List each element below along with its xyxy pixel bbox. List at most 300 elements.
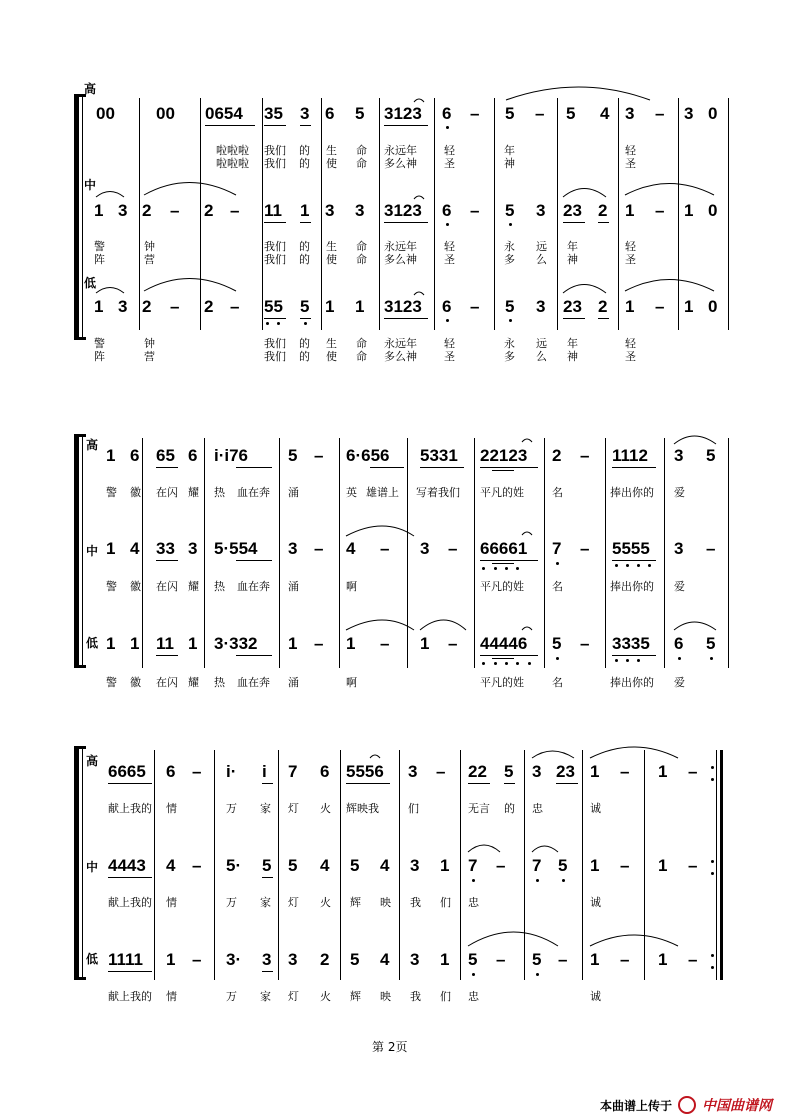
- note: 3: [118, 201, 128, 220]
- lyric: 年: [567, 240, 578, 253]
- lyric: 写着我们: [416, 486, 460, 499]
- note: –: [470, 104, 480, 123]
- note: 6: [130, 446, 140, 465]
- lyric: 阵: [94, 350, 105, 363]
- note: 1: [440, 950, 450, 969]
- note: 3: [536, 297, 546, 316]
- note: 3: [674, 446, 684, 465]
- lyric: 么: [536, 350, 547, 363]
- slur-arcs: [74, 434, 730, 704]
- lyric: 营: [144, 350, 155, 363]
- lyric: 们: [440, 990, 451, 1003]
- lyric: 辉: [350, 896, 361, 909]
- note: 6665: [108, 762, 146, 781]
- voice-label-mid: 中: [86, 860, 99, 874]
- note: –: [620, 856, 630, 875]
- lyric: 捧出你的: [610, 486, 654, 499]
- lyric: 多么神: [384, 157, 417, 170]
- note: 1: [94, 201, 104, 220]
- lyric: 远: [536, 240, 547, 253]
- note: 1: [94, 297, 104, 316]
- note: –: [580, 634, 590, 653]
- lyric: 啦啦啦: [216, 157, 249, 170]
- lyric: 诚: [590, 896, 601, 909]
- note: 4: [346, 539, 356, 558]
- slur-arcs: [74, 746, 730, 1016]
- lyric: 无言: [468, 802, 490, 815]
- lyric: 我: [410, 990, 421, 1003]
- note: i·i76: [214, 446, 249, 465]
- lyric: 的: [299, 337, 310, 350]
- note: 1: [590, 762, 600, 781]
- note: –: [558, 950, 568, 969]
- note: –: [380, 634, 390, 653]
- lyric: 警: [106, 676, 117, 689]
- lyric: 轻: [625, 240, 636, 253]
- lyric: 的: [299, 350, 310, 363]
- note: 3: [118, 297, 128, 316]
- note: 5: [262, 856, 272, 875]
- bracket-part: [74, 337, 86, 340]
- lyric: 我们: [264, 144, 286, 157]
- lyric: 命: [356, 157, 367, 170]
- lyric: 轻: [625, 337, 636, 350]
- lyric: 神: [504, 157, 515, 170]
- note: 1: [106, 634, 116, 653]
- note: 1: [300, 201, 310, 220]
- note: 11: [264, 201, 282, 220]
- note: 5: [288, 446, 298, 465]
- note: 00: [156, 104, 175, 123]
- lyric: 火: [320, 896, 331, 909]
- note: –: [470, 201, 480, 220]
- lyric: 爱: [674, 676, 685, 689]
- note: 3: [288, 950, 298, 969]
- lyric: 我们: [264, 337, 286, 350]
- upload-credit: [600, 1095, 772, 1115]
- note: 3: [188, 539, 198, 558]
- note: 66661: [480, 539, 528, 558]
- lyric: 永远年: [384, 337, 417, 350]
- lyric: 多: [504, 350, 515, 363]
- note: 3·332: [214, 634, 258, 653]
- note: 5: [350, 950, 360, 969]
- note: 1: [346, 634, 356, 653]
- lyric: 忠: [532, 802, 543, 815]
- note: –: [470, 297, 480, 316]
- note: –: [314, 446, 324, 465]
- note: 1: [658, 950, 668, 969]
- note: 3335: [612, 634, 650, 653]
- system-3: [74, 746, 730, 1016]
- lyric: 热: [214, 580, 225, 593]
- lyric: 神: [567, 253, 578, 266]
- lyric: 使: [326, 350, 337, 363]
- note: 1: [625, 201, 635, 220]
- lyric: 啊: [346, 580, 357, 593]
- site-logo-icon: [678, 1096, 696, 1114]
- lyric: 涌: [288, 486, 299, 499]
- note: 5331: [420, 446, 458, 465]
- note: 5: [552, 634, 562, 653]
- note: –: [655, 297, 665, 316]
- note: 3: [410, 856, 420, 875]
- note: 5·: [226, 856, 242, 875]
- note: 6·656: [346, 446, 390, 465]
- note: 65: [156, 446, 175, 465]
- note: –: [496, 856, 506, 875]
- lyric: 映: [380, 896, 391, 909]
- lyric: 万: [226, 896, 237, 909]
- note: –: [688, 950, 698, 969]
- lyric: 耀: [188, 486, 199, 499]
- lyric: 平凡的姓: [480, 676, 524, 689]
- note: 2: [142, 201, 152, 220]
- lyric: 圣: [444, 253, 455, 266]
- note: 1: [420, 634, 430, 653]
- voice-label-low: 低: [84, 276, 97, 290]
- lyric: 警: [94, 240, 105, 253]
- lyric: 诚: [590, 990, 601, 1003]
- note: 33: [156, 539, 175, 558]
- lyric: 轻: [444, 144, 455, 157]
- note: –: [655, 104, 665, 123]
- note: 7: [552, 539, 562, 558]
- lyric: 我: [410, 896, 421, 909]
- lyric: 徽: [130, 580, 141, 593]
- note: 7: [288, 762, 298, 781]
- note: 3: [684, 104, 694, 123]
- note: 5: [532, 950, 542, 969]
- note: 2: [204, 297, 214, 316]
- note: 6: [320, 762, 330, 781]
- lyric: 血在奔: [237, 486, 270, 499]
- note: 3: [325, 201, 335, 220]
- note: 5: [288, 856, 298, 875]
- slur-arcs: [74, 80, 730, 330]
- lyric: 的: [299, 144, 310, 157]
- lyric: 灯: [288, 990, 299, 1003]
- lyric: 我们: [264, 350, 286, 363]
- lyric: 捧出你的: [610, 580, 654, 593]
- note: 4: [130, 539, 140, 558]
- note: 4: [600, 104, 610, 123]
- note: 1: [325, 297, 335, 316]
- note: 3123: [384, 297, 422, 316]
- page-number: 第 2页: [372, 1040, 408, 1054]
- lyric: 在闪: [156, 676, 178, 689]
- lyric: 捧出你的: [610, 676, 654, 689]
- lyric: 情: [166, 802, 177, 815]
- lyric: 耀: [188, 676, 199, 689]
- note: 11: [156, 634, 174, 653]
- note: –: [170, 201, 180, 220]
- lyric: 爱: [674, 486, 685, 499]
- lyric: 生: [326, 240, 337, 253]
- lyric: 使: [326, 157, 337, 170]
- note: 0: [708, 201, 718, 220]
- note: –: [314, 634, 324, 653]
- note: 6: [442, 201, 452, 220]
- lyric: 多么神: [384, 253, 417, 266]
- note: 2: [598, 297, 608, 316]
- lyric: 圣: [625, 253, 636, 266]
- note: 1: [188, 634, 198, 653]
- lyric: 情: [166, 990, 177, 1003]
- lyric: 家: [260, 802, 271, 815]
- note: –: [496, 950, 506, 969]
- note: i: [262, 762, 267, 781]
- note: 1: [590, 950, 600, 969]
- lyric: 灯: [288, 896, 299, 909]
- lyric: 们: [408, 802, 419, 815]
- note: 2: [598, 201, 608, 220]
- note: 22123: [480, 446, 528, 465]
- lyric: 情: [166, 896, 177, 909]
- note: 3: [300, 104, 310, 123]
- note: 3: [410, 950, 420, 969]
- note: 5: [706, 446, 716, 465]
- lyric: 名: [552, 580, 563, 593]
- lyric: 多么神: [384, 350, 417, 363]
- note: –: [380, 539, 390, 558]
- lyric: 我们: [264, 240, 286, 253]
- note: –: [620, 950, 630, 969]
- lyric: 火: [320, 802, 331, 815]
- lyric: 热: [214, 676, 225, 689]
- lyric: 圣: [444, 157, 455, 170]
- lyric: 啊: [346, 676, 357, 689]
- lyric: 在闪: [156, 580, 178, 593]
- note: 7: [532, 856, 542, 875]
- note: 7: [468, 856, 478, 875]
- note: 1: [590, 856, 600, 875]
- system-2: [74, 434, 730, 704]
- note: 3123: [384, 104, 422, 123]
- lyric: 涌: [288, 676, 299, 689]
- note: 0: [708, 297, 718, 316]
- note: 35: [264, 104, 283, 123]
- note: 4: [380, 856, 390, 875]
- note: –: [314, 539, 324, 558]
- note: 4: [380, 950, 390, 969]
- lyric: 圣: [625, 350, 636, 363]
- note: 5: [706, 634, 716, 653]
- lyric: 在闪: [156, 486, 178, 499]
- note: 2: [552, 446, 562, 465]
- lyric: 献上我的: [108, 990, 152, 1003]
- lyric: 忠: [468, 896, 479, 909]
- note: 3: [355, 201, 365, 220]
- note: 2: [142, 297, 152, 316]
- note: 2: [320, 950, 330, 969]
- note: 1: [355, 297, 365, 316]
- note: 3: [262, 950, 272, 969]
- lyric: 诚: [590, 802, 601, 815]
- note: –: [448, 634, 458, 653]
- note: 3: [674, 539, 684, 558]
- lyric: 永远年: [384, 144, 417, 157]
- note: 1: [440, 856, 450, 875]
- note: 22: [468, 762, 487, 781]
- lyric: 辉: [350, 990, 361, 1003]
- lyric: 热: [214, 486, 225, 499]
- lyric: 轻: [444, 337, 455, 350]
- lyric: 献上我的: [108, 802, 152, 815]
- note: –: [170, 297, 180, 316]
- note: 5: [505, 201, 515, 220]
- note: –: [192, 856, 202, 875]
- lyric: 名: [552, 486, 563, 499]
- lyric: 映: [380, 990, 391, 1003]
- note: 0654: [205, 104, 243, 123]
- note: –: [688, 762, 698, 781]
- lyric: 辉映我: [346, 802, 379, 815]
- lyric: 圣: [625, 157, 636, 170]
- note: 1: [106, 446, 116, 465]
- lyric: 年: [504, 144, 515, 157]
- note: 5555: [612, 539, 650, 558]
- note: 55: [264, 297, 283, 316]
- lyric: 平凡的姓: [480, 486, 524, 499]
- lyric: 啦啦啦: [216, 144, 249, 157]
- note: 5: [350, 856, 360, 875]
- note: 4: [320, 856, 330, 875]
- note: –: [655, 201, 665, 220]
- lyric: 命: [356, 144, 367, 157]
- note: 1: [166, 950, 176, 969]
- upload-text: 本曲谱上传于: [599, 1098, 672, 1113]
- lyric: 永: [504, 240, 515, 253]
- note: 5: [505, 297, 515, 316]
- lyric: 轻: [625, 144, 636, 157]
- note: –: [192, 762, 202, 781]
- voice-label-low: 低: [86, 636, 99, 650]
- lyric: 的: [504, 802, 515, 815]
- voice-label-low: 低: [86, 952, 99, 966]
- note: 5·554: [214, 539, 258, 558]
- note: –: [688, 856, 698, 875]
- voice-label-mid: 中: [86, 544, 99, 558]
- voice-label-high: 高: [86, 754, 99, 768]
- note: 6: [188, 446, 198, 465]
- note: 2: [204, 201, 214, 220]
- lyric: 万: [226, 802, 237, 815]
- lyric: 永远年: [384, 240, 417, 253]
- lyric: 警: [106, 486, 117, 499]
- note: 1112: [612, 446, 648, 465]
- lyric: 火: [320, 990, 331, 1003]
- lyric: 命: [356, 253, 367, 266]
- lyric: 多: [504, 253, 515, 266]
- note: 5: [300, 297, 310, 316]
- note: 3: [532, 762, 542, 781]
- lyric: 轻: [444, 240, 455, 253]
- lyric: 平凡的姓: [480, 580, 524, 593]
- lyric: 我们: [264, 253, 286, 266]
- note: 5556: [346, 762, 384, 781]
- lyric: 家: [260, 990, 271, 1003]
- note: 1: [684, 201, 694, 220]
- lyric: 名: [552, 676, 563, 689]
- lyric: 么: [536, 253, 547, 266]
- note: 6: [674, 634, 684, 653]
- note: 6: [325, 104, 335, 123]
- lyric: 万: [226, 990, 237, 1003]
- note: –: [580, 446, 590, 465]
- note: 1: [288, 634, 298, 653]
- note: 6: [442, 104, 452, 123]
- lyric: 永: [504, 337, 515, 350]
- note: 1: [106, 539, 116, 558]
- voice-label-high: 高: [86, 438, 99, 452]
- note: 1: [658, 856, 668, 875]
- note: 44446: [480, 634, 528, 653]
- note: 1: [625, 297, 635, 316]
- note: 23: [563, 297, 582, 316]
- note: 0: [708, 104, 718, 123]
- lyric: 徽: [130, 486, 141, 499]
- lyric: 命: [356, 350, 367, 363]
- lyric: 英: [346, 486, 357, 499]
- note: 3: [536, 201, 546, 220]
- lyric: 生: [326, 337, 337, 350]
- note: 3123: [384, 201, 422, 220]
- lyric: 营: [144, 253, 155, 266]
- note: 3: [625, 104, 635, 123]
- note: 5: [504, 762, 514, 781]
- lyric: 灯: [288, 802, 299, 815]
- voice-label-high: 高: [84, 82, 97, 96]
- note: –: [230, 297, 240, 316]
- system-1: [74, 80, 730, 363]
- lyric: 年: [567, 337, 578, 350]
- lyric: 我们: [264, 157, 286, 170]
- note: 23: [563, 201, 582, 220]
- note: 1111: [108, 950, 144, 969]
- lyric: 神: [567, 350, 578, 363]
- lyric: 钟: [144, 240, 155, 253]
- note: –: [535, 104, 545, 123]
- note: 4443: [108, 856, 146, 875]
- note: 3·: [226, 950, 242, 969]
- note: 1: [130, 634, 140, 653]
- note: –: [436, 762, 446, 781]
- lyric: 使: [326, 253, 337, 266]
- lyric: 的: [299, 157, 310, 170]
- note: 5: [468, 950, 478, 969]
- lyric: 血在奔: [237, 676, 270, 689]
- note: 6: [442, 297, 452, 316]
- note: 5: [558, 856, 568, 875]
- lyric: 涌: [288, 580, 299, 593]
- lyric: 忠: [468, 990, 479, 1003]
- lyric: 的: [299, 240, 310, 253]
- lyric: 们: [440, 896, 451, 909]
- lyric: 生: [326, 144, 337, 157]
- lyric: 耀: [188, 580, 199, 593]
- note: 4: [166, 856, 176, 875]
- site-name[interactable]: 中国曲谱网: [702, 1098, 772, 1114]
- note: 3: [408, 762, 418, 781]
- note: 6: [166, 762, 176, 781]
- note: 5: [505, 104, 515, 123]
- note: –: [230, 201, 240, 220]
- note: –: [448, 539, 458, 558]
- note: –: [620, 762, 630, 781]
- note: 1: [658, 762, 668, 781]
- lyric: 警: [94, 337, 105, 350]
